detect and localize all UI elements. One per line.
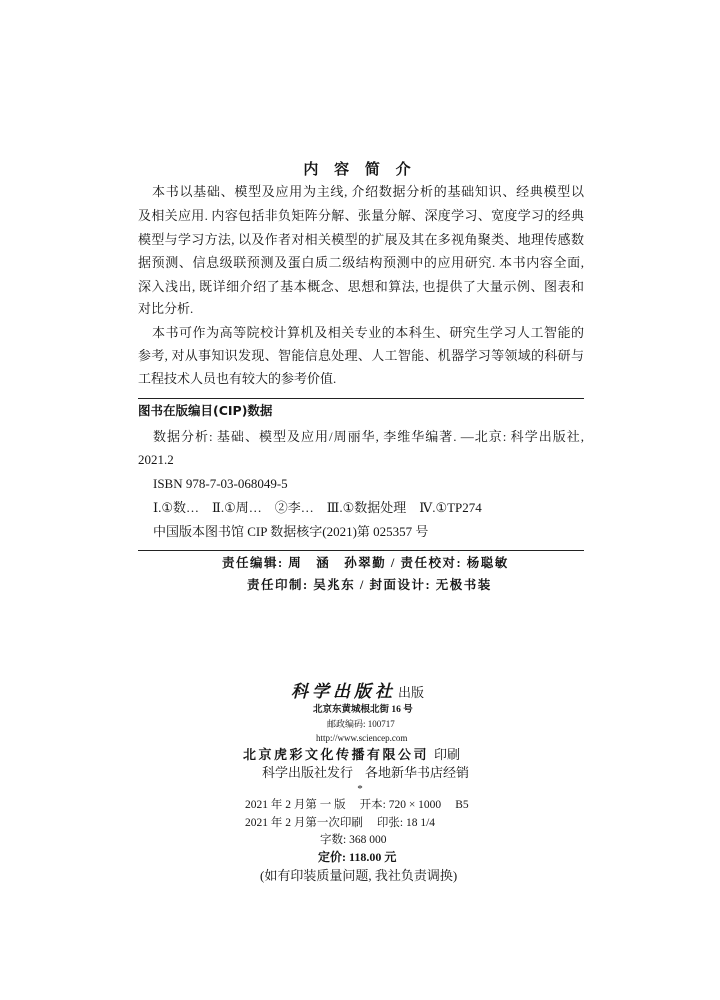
imprint-separator: * — [357, 783, 363, 795]
distribution-retail: 各地新华书店经销 — [365, 765, 470, 780]
paragraph-line: 据预测、信息级联预测及蛋白质二级结构预测中的应用研究. 本书内容全面, — [138, 255, 584, 270]
publisher-action: 出版 — [398, 685, 425, 700]
cip-heading: 图书在版编目(CIP)数据 — [138, 403, 273, 418]
printer-action: 印刷 — [434, 747, 461, 762]
cip-divider-bottom — [138, 550, 584, 551]
publisher-name: 科学出版社 — [291, 682, 396, 701]
cip-isbn: ISBN 978-7-03-068049-5 — [153, 476, 288, 491]
printing-sheets: 印张: 18 1/4 — [376, 817, 436, 829]
paragraph-line: 模型与学习方法, 以及作者对相关模型的扩展及其在多视角聚类、地理传感数 — [138, 232, 584, 247]
printer-line — [243, 745, 460, 765]
distribution-publisher: 科学出版社发行 — [262, 765, 354, 780]
quality-notice: (如有印装质量问题, 我社负责调换) — [260, 868, 458, 883]
cip-record-line: 数据分析: 基础、模型及应用/周丽华, 李维华编著. —北京: 科学出版社, — [153, 429, 584, 444]
edition-line — [245, 796, 469, 814]
paragraph-line: 及相关应用. 内容包括非负矩阵分解、张量分解、深度学习、宽度学习的经典 — [138, 208, 584, 223]
paragraph-line: 参考, 对从事知识发现、智能信息处理、人工智能、机器学习等领域的科研与 — [138, 348, 584, 363]
cip-record-line: 2021.2 — [138, 452, 174, 467]
publisher-address: 北京东黄城根北街 16 号 — [313, 705, 413, 715]
credits-production: 责任印制: 吴兆东 / 封面设计: 无极书装 — [247, 578, 492, 592]
summary-title: 内 容 简 介 — [303, 162, 417, 178]
publisher-line — [291, 679, 424, 705]
cip-number: 中国版本图书馆 CIP 数据核字(2021)第 025357 号 — [153, 524, 429, 539]
credits-editors: 责任编辑: 周 涵 孙翠勤 / 责任校对: 杨聪敏 — [222, 556, 509, 570]
distribution-line — [262, 763, 469, 783]
paragraph-line: 本书以基础、模型及应用为主线, 介绍数据分析的基础知识、经典模型以 — [152, 184, 584, 199]
paragraph-line: 工程技术人员也有较大的参考价值. — [138, 371, 337, 386]
paragraph-line: 深入浅出, 既详细介绍了基本概念、思想和算法, 也提供了大量示例、图表和 — [138, 279, 584, 294]
cip-classification: Ⅰ.①数… Ⅱ.①周… ②李… Ⅲ.①数据处理 Ⅳ.①TP274 — [153, 500, 482, 515]
printing-line — [245, 814, 435, 832]
cip-divider-top — [138, 398, 584, 399]
paragraph-line: 本书可作为高等院校计算机及相关专业的本科生、研究生学习人工智能的 — [152, 325, 584, 340]
publisher-postcode: 邮政编码: 100717 — [327, 719, 395, 729]
publisher-website: http://www.sciencep.com — [316, 733, 408, 743]
word-count: 字数: 368 000 — [320, 834, 387, 846]
printer-name: 北京虎彩文化传播有限公司 — [243, 747, 430, 762]
paragraph-line: 对比分析. — [138, 301, 194, 316]
edition-date: 2021 年 2 月第 一 版 — [245, 799, 346, 811]
price: 定价: 118.00 元 — [318, 850, 397, 864]
edition-format: 开本: 720 × 1000 — [359, 799, 442, 811]
edition-size: B5 — [455, 799, 469, 811]
printing-date: 2021 年 2 月第一次印刷 — [245, 817, 363, 829]
